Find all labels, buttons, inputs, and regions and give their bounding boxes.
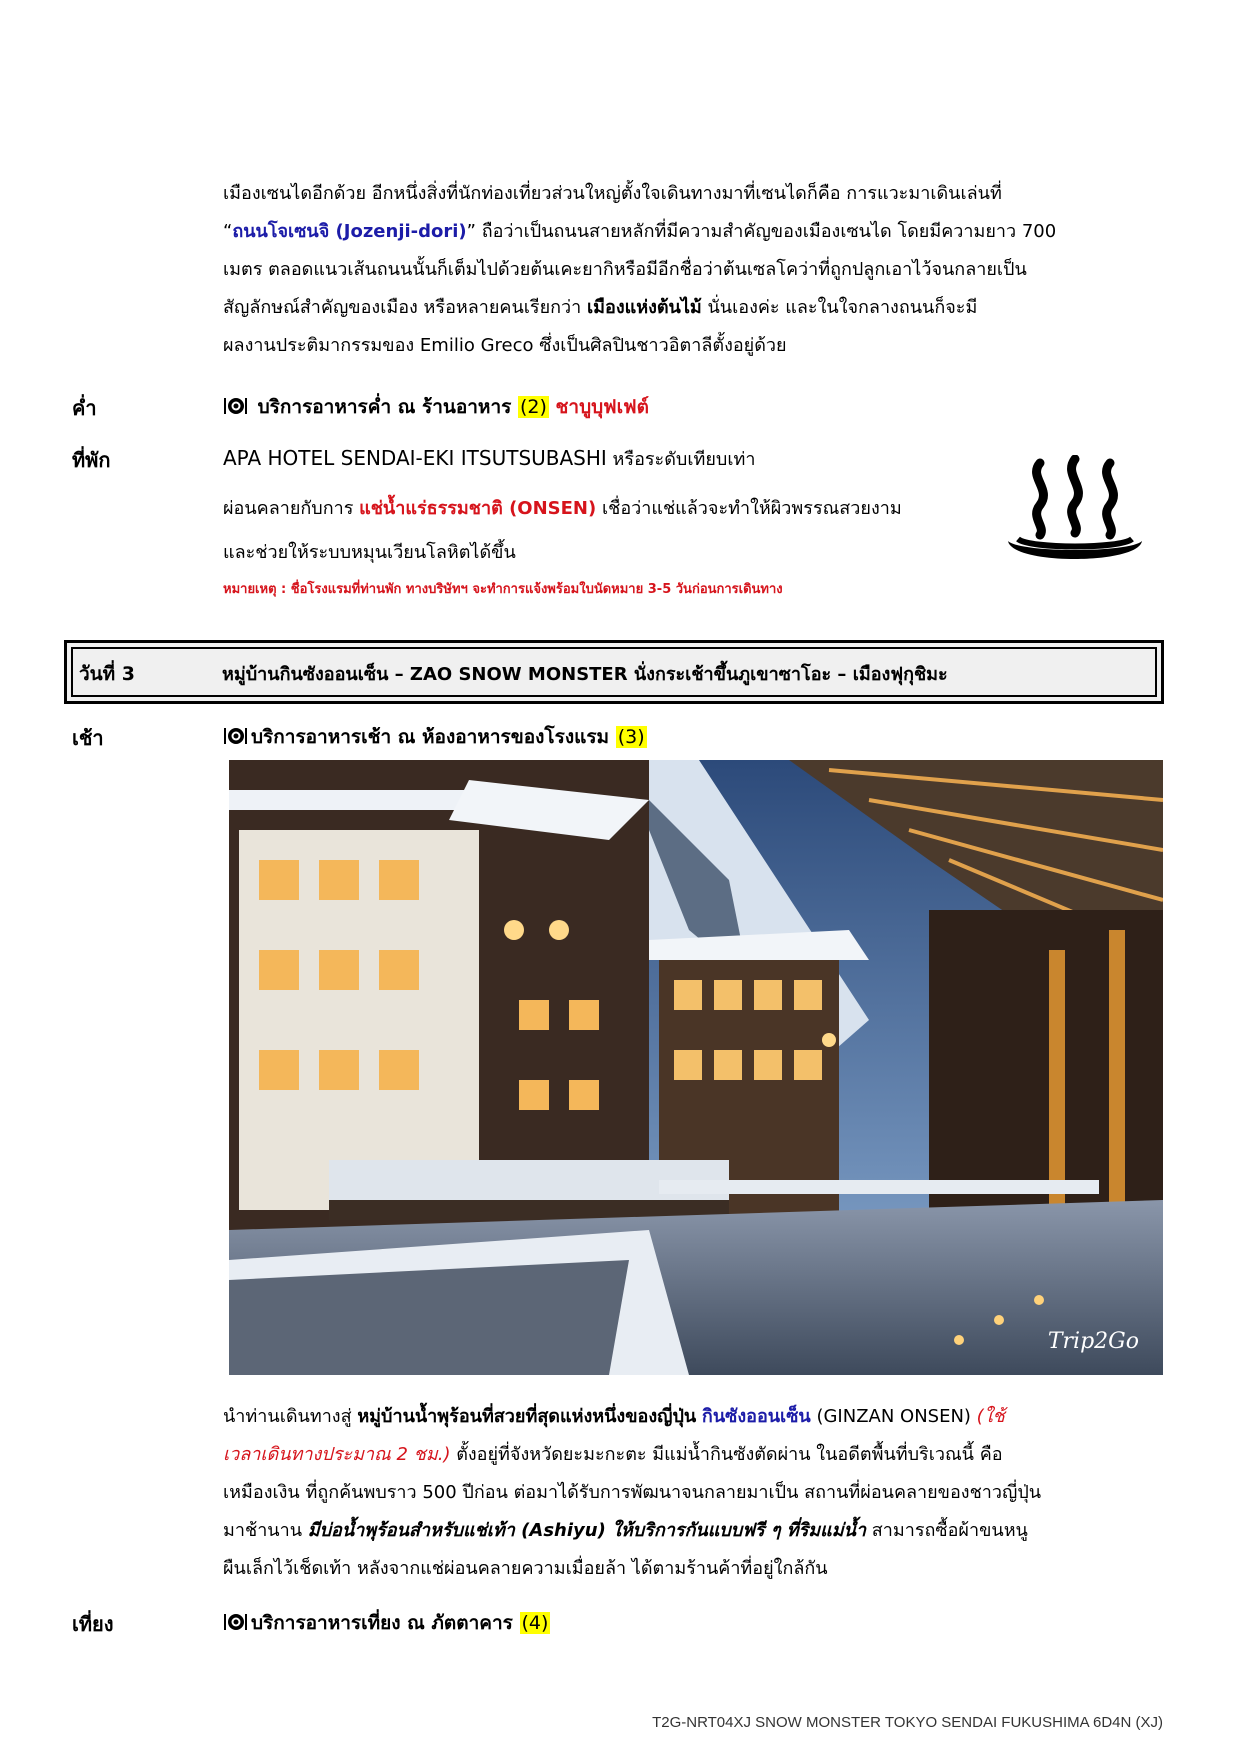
- onsen-paragraph: [223, 490, 1003, 572]
- photo-watermark: Trip2Go: [1047, 1329, 1139, 1354]
- dinner-meal-number: (2): [519, 396, 547, 418]
- ginzan-line-1b: (GINZAN ONSEN): [810, 1406, 977, 1427]
- intro-line-2-rest: ถือว่าเป็นถนนสายหลักที่มีความสำคัญของเมืองเซนได โดยมีความยาว 700: [476, 221, 1057, 242]
- dinner-line: [223, 392, 649, 422]
- lunch-label: เที่ยง: [72, 1612, 114, 1636]
- breakfast-meal-number: (3): [617, 726, 645, 748]
- ashiyu-text: มีบ่อน้ำพุร้อนสำหรับแช่เท้า (Ashiyu) ให้บริการกันแบบฟรี ๆ ที่ริมแม่น้ำ: [307, 1520, 867, 1541]
- ginzan-line-2b: ตั้งอยู่ที่จังหวัดยะมะกะตะ มีแม่น้ำกินซังตัดผ่าน ในอดีตพื้นที่บริเวณนี้ คือ: [450, 1444, 1003, 1465]
- hotel-suffix: หรือระดับเทียบเท่า: [606, 449, 756, 470]
- day3-title: หมู่บ้านกินซังออนเซ็น – ZAO SNOW MONSTER นั่งกระเช้าขึ้นภูเขาซาโอะ – เมืองฟุกุชิมะ: [222, 664, 948, 685]
- ginzan-line-4: [223, 1512, 1173, 1550]
- hotel-line: [223, 444, 755, 473]
- intro-line-2: [223, 213, 1163, 251]
- meal-plate-icon: [223, 726, 247, 746]
- intro-line-5: ผลงานประติมากรรมของ Emilio Greco ซึ่งเป็นศิลปินชาวอิตาลีตั้งอยู่ด้วย: [223, 335, 787, 356]
- breakfast-line: [223, 722, 647, 752]
- street-name: ถนนโจเซนจิ (Jozenji-dori): [232, 221, 467, 242]
- ginzan-onsen-photo: [229, 760, 1163, 1375]
- intro-line-4: [223, 289, 1163, 327]
- page-footer: T2G-NRT04XJ SNOW MONSTER TOKYO SENDAI FUKUSHIMA 6D4N (XJ): [652, 1714, 1163, 1731]
- dinner-text: บริการอาหารค่ำ ณ ร้านอาหาร: [257, 396, 512, 418]
- intro-line-4a: สัญลักษณ์สำคัญของเมือง หรือหลายคนเรียกว่า: [223, 297, 587, 318]
- meal-plate-icon: [223, 396, 247, 416]
- ginzan-paragraph: [223, 1398, 1173, 1588]
- onsen-line-2: และช่วยให้ระบบหมุนเวียนโลหิตได้ขึ้น: [223, 542, 516, 563]
- intro-line-4b: นั่นเองค่ะ และในใจกลางถนนก็จะมี: [701, 297, 978, 318]
- dinner-label: ค่ำ: [72, 396, 97, 420]
- hotel-name: APA HOTEL SENDAI-EKI ITSUTSUBASHI: [223, 446, 607, 470]
- lunch-line: [223, 1608, 550, 1638]
- lunch-text: บริการอาหารเที่ยง ณ ภัตตาคาร: [251, 1612, 513, 1634]
- city-of-trees: เมืองแห่งต้นไม้: [586, 297, 702, 318]
- hotel-note: หมายเหตุ : ชื่อโรงแรมที่ท่านพัก ทางบริษัทฯ จะทำการแจ้งพร้อมใบนัดหมาย 3-5 วันก่อนการเดินทาง: [223, 582, 783, 597]
- meal-plate-icon: [223, 1612, 247, 1632]
- ginzan-line-3: เหมืองเงิน ที่ถูกค้นพบราว 500 ปีก่อน ต่อมาได้รับการพัฒนาจนกลายมาเป็น สถานที่ผ่อนคลายของชาวญี่ปุ่น: [223, 1482, 1042, 1503]
- street-quote-open: “: [223, 221, 233, 242]
- ginzan-line-1: [223, 1398, 1173, 1436]
- breakfast-text: บริการอาหารเช้า ณ ห้องอาหารของโรงแรม: [251, 726, 610, 748]
- intro-line-3: เมตร ตลอดแนวเส้นถนนนั้นก็เต็มไปด้วยต้นเคะยากิหรือมีอีกชื่อว่าต้นเซลโคว่าที่ถูกปลูกเอาไว้จนกลายเป็น: [223, 259, 1027, 280]
- travel-time-part2: เวลาเดินทางประมาณ 2 ชม.): [223, 1444, 451, 1465]
- ginzan-line-4a: มาช้านาน: [223, 1520, 308, 1541]
- onsen-line-1: [223, 490, 1003, 528]
- onsen-line-1a: ผ่อนคลายกับการ: [223, 498, 360, 519]
- ginzan-line-1a: นำท่านเดินทางสู่: [223, 1406, 358, 1427]
- ginzan-line-4b: สามารถซื้อผ้าขนหนู: [866, 1520, 1028, 1541]
- ginzan-line-2: [223, 1436, 1173, 1474]
- onsen-icon: [1000, 455, 1150, 570]
- ginzan-onsen-name: กินซังออนเซ็น: [701, 1406, 811, 1427]
- breakfast-label: เช้า: [72, 726, 104, 750]
- travel-time-part1: (ใช้: [976, 1406, 1005, 1427]
- hotel-label: ที่พัก: [72, 448, 111, 472]
- intro-line-1: เมืองเซนไดอีกด้วย อีกหนึ่งสิ่งที่นักท่องเที่ยวส่วนใหญ่ตั้งใจเดินทางมาที่เซนไดก็คือ การแวะมาเดินเล่นที่: [223, 183, 1002, 204]
- natural-onsen: แช่น้ำแร่ธรรมชาติ (ONSEN): [359, 498, 597, 519]
- day3-header-bar: [64, 640, 1164, 704]
- onsen-line-1b: เชื่อว่าแช่แล้วจะทำให้ผิวพรรณสวยงาม: [596, 498, 902, 519]
- street-quote-close: ”: [466, 221, 476, 242]
- intro-paragraph: [223, 175, 1163, 365]
- day3-label: วันที่ 3: [79, 663, 136, 685]
- dinner-place: ชาบูบุฟเฟต์: [555, 396, 649, 418]
- most-beautiful-village: หมู่บ้านน้ำพุร้อนที่สวยที่สุดแห่งหนึ่งของญี่ปุ่น: [357, 1406, 697, 1427]
- ginzan-line-5: ผืนเล็กไว้เช็ดเท้า หลังจากแช่ผ่อนคลายความเมื่อยล้า ได้ตามร้านค้าที่อยู่ใกล้กัน: [223, 1558, 828, 1579]
- lunch-meal-number: (4): [521, 1612, 549, 1634]
